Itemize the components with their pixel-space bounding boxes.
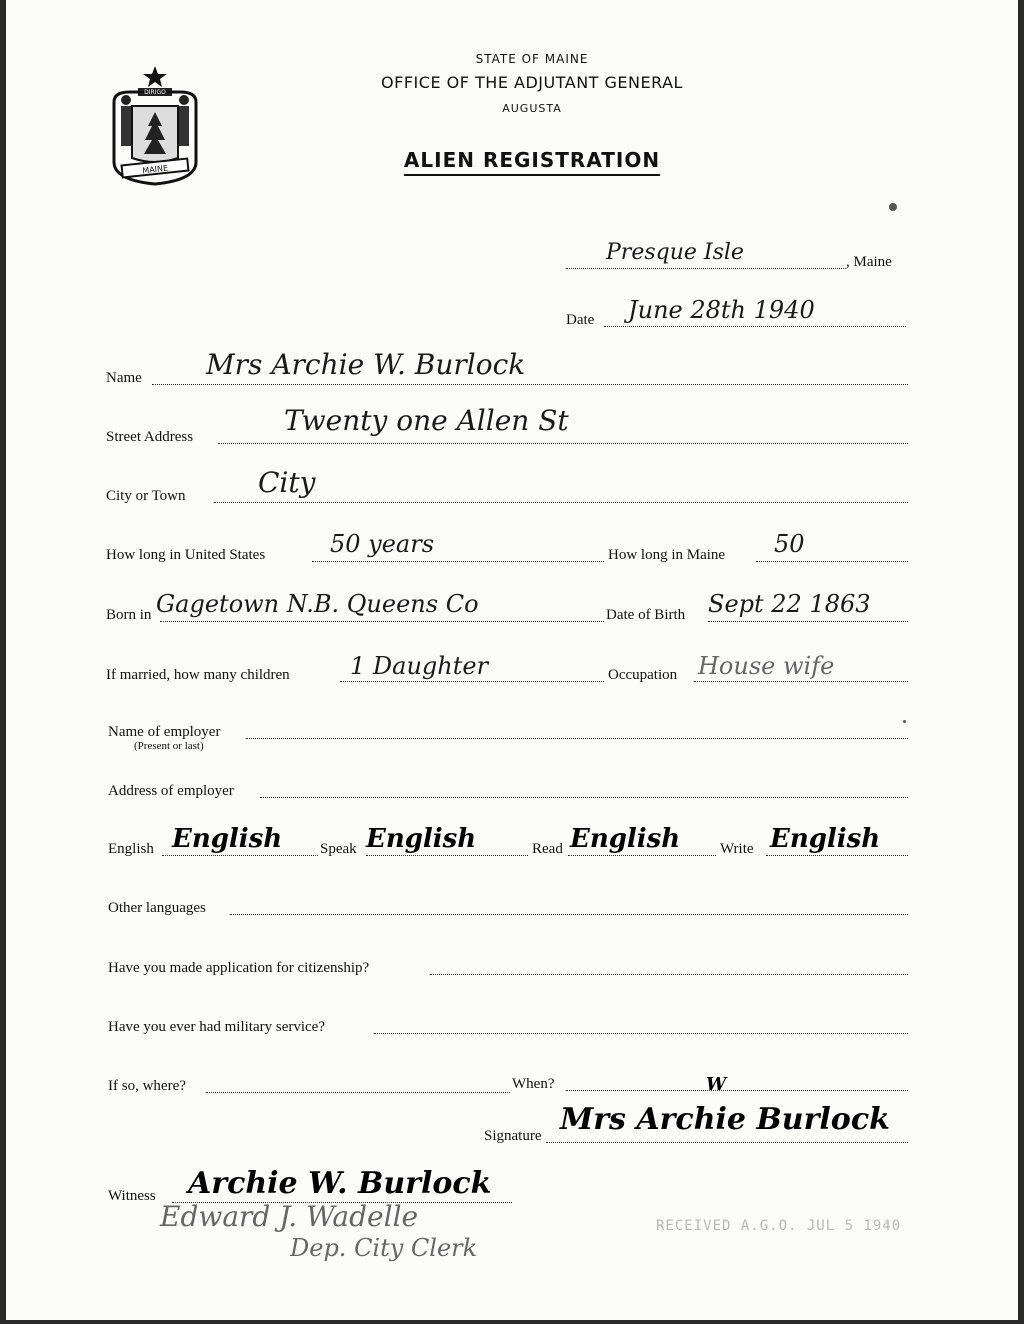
name-line — [152, 384, 908, 385]
witness-value-2: Edward J. Wadelle — [160, 1200, 419, 1233]
form-title-text: ALIEN REGISTRATION — [404, 148, 660, 176]
citizenship-line — [430, 974, 908, 975]
other-languages-line — [230, 914, 908, 915]
street-label: Street Address — [106, 429, 194, 445]
when-label: When? — [512, 1076, 555, 1092]
dob-line — [708, 621, 908, 622]
write-value: English — [770, 824, 881, 854]
born-label: Born in — [106, 607, 152, 623]
english-value: English — [172, 824, 283, 854]
name-label: Name — [106, 370, 142, 386]
employer-note: (Present or last) — [134, 740, 204, 752]
signature-insert: W — [706, 1074, 727, 1095]
town-value: Presque Isle — [606, 240, 744, 265]
other-languages-label: Other languages — [108, 900, 206, 916]
how-long-us-value: 50 years — [330, 530, 435, 558]
military-line — [374, 1033, 908, 1034]
write-label: Write — [720, 841, 754, 857]
speak-line — [366, 855, 528, 856]
occupation-label: Occupation — [608, 667, 678, 683]
ink-speck — [889, 203, 897, 211]
born-value: Gagetown N.B. Queens Co — [156, 590, 479, 618]
dob-value: Sept 22 1863 — [708, 590, 871, 618]
how-long-me-line — [756, 561, 908, 562]
signature-line — [546, 1142, 908, 1143]
how-long-us-label: How long in United States — [106, 547, 266, 563]
scan-edge-bottom — [0, 1320, 1024, 1324]
write-line — [766, 855, 908, 856]
occupation-line — [694, 681, 908, 682]
signature-value: Mrs Archie Burlock — [560, 1102, 890, 1137]
where-line — [206, 1092, 510, 1093]
scan-edge-left — [0, 0, 6, 1324]
read-label: Read — [532, 841, 563, 857]
city-line — [214, 502, 908, 503]
how-long-me-value: 50 — [774, 530, 805, 558]
form-title — [0, 148, 1024, 172]
children-value: 1 Daughter — [350, 652, 489, 680]
witness-value-3: Dep. City Clerk — [290, 1234, 478, 1262]
city-label: City or Town — [106, 488, 186, 504]
name-value: Mrs Archie W. Burlock — [206, 348, 526, 381]
how-long-me-label: How long in Maine — [608, 547, 726, 563]
street-value: Twenty one Allen St — [284, 404, 569, 437]
header-state: STATE OF MAINE — [475, 52, 589, 66]
children-label: If married, how many children — [106, 667, 290, 683]
speak-value: English — [366, 824, 477, 854]
occupation-value: House wife — [698, 652, 835, 680]
scan-edge-right — [1018, 0, 1024, 1324]
witness-label: Witness — [108, 1188, 156, 1204]
citizenship-label: Have you made application for citizenship? — [108, 960, 370, 976]
maine-label: , Maine — [846, 254, 892, 270]
read-line — [568, 855, 716, 856]
date-value: June 28th 1940 — [628, 296, 815, 324]
military-label: Have you ever had military service? — [108, 1019, 325, 1035]
children-line — [340, 681, 604, 682]
english-label: English — [108, 841, 154, 857]
born-line — [160, 621, 604, 622]
ink-speck — [903, 720, 906, 723]
employer-line — [246, 738, 908, 739]
city-value: City — [258, 466, 316, 499]
received-stamp: RECEIVED A.G.O. JUL 5 1940 — [656, 1218, 902, 1234]
english-line — [162, 855, 318, 856]
where-label: If so, where? — [108, 1078, 186, 1094]
read-value: English — [570, 824, 681, 854]
employer-address-label: Address of employer — [108, 783, 234, 799]
town-line — [566, 268, 846, 269]
date-label: Date — [566, 312, 595, 328]
seal-name-text: MAINE — [141, 163, 169, 176]
speak-label: Speak — [320, 841, 357, 857]
how-long-us-line — [312, 561, 604, 562]
when-line — [566, 1090, 908, 1091]
street-line — [218, 443, 908, 444]
witness-value-1: Archie W. Burlock — [188, 1166, 492, 1201]
dob-label: Date of Birth — [606, 607, 686, 623]
date-line — [604, 326, 906, 327]
seal-motto-text: DIRIGO — [144, 89, 166, 96]
header-office: OFFICE OF THE ADJUTANT GENERAL — [381, 73, 683, 92]
employer-address-line — [260, 797, 908, 798]
employer-label: Name of employer — [108, 724, 221, 740]
signature-label: Signature — [484, 1128, 542, 1144]
header-city: AUGUSTA — [502, 102, 562, 115]
